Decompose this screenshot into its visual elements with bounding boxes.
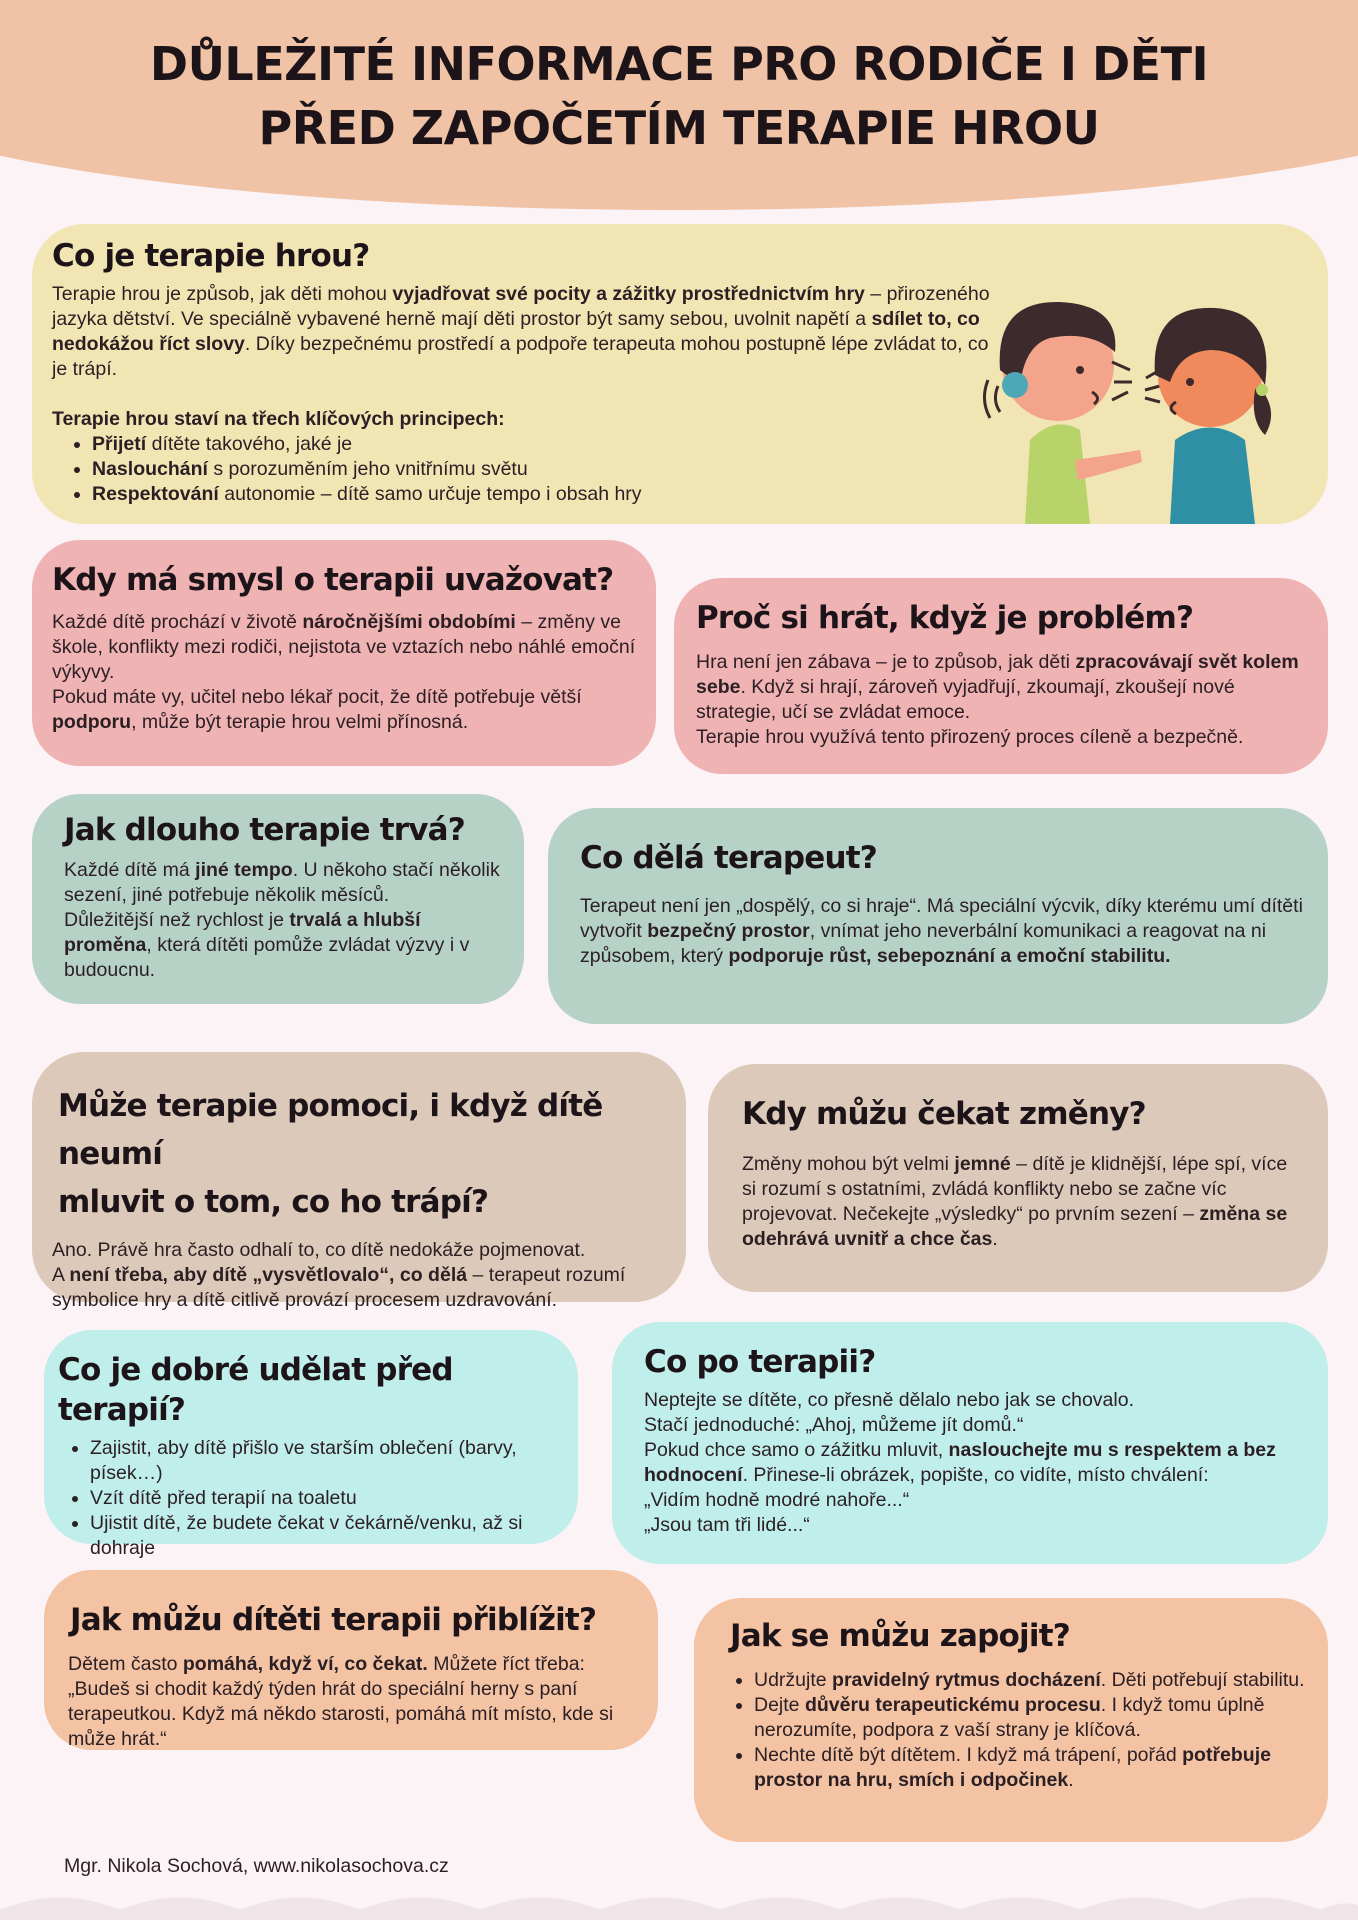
section-heading: Co dělá terapeut?: [580, 840, 877, 876]
section-text: Neptejte se dítěte, co přesně dělalo nebo jak se chovalo. Stačí jednoduché: „Ahoj, můžeme jít domů.“ Pokud chce samo o zážitku mluvit, naslouchejte mu s respektem a bez hodnocení. Přinese-li obrázek, popište, co vidíte, místo chválení: „Vidím hodně modré nahoře...“ „Jsou tam tři lidé...“: [644, 1389, 1276, 1536]
section-text: Změny mohou být velmi jemné – dítě je klidnější, lépe spí, více si rozumí s ostatními, zvládá konflikty nebo se začne víc projevovat. Nečekejte „výsledky“ po prvním sezení – změna se odehrává uvnitř a chce čas.: [742, 1153, 1288, 1250]
list-item: • Naslouchání s porozuměním jeho vnitřnímu světu: [92, 457, 1308, 482]
list-item: • Zajistit, aby dítě přišlo ve starším oblečení (barvy, písek…): [90, 1436, 558, 1486]
principles-heading: Terapie hrou staví na třech klíčových principech:: [52, 408, 505, 430]
list-item: • Ujistit dítě, že budete čekat v čekárně/venku, až si dohraje: [90, 1511, 558, 1561]
before-therapy-list: [52, 1436, 558, 1561]
section-text: Každé dítě prochází v životě náročnějšími obdobími – změny ve škole, konflikty mezi rodiči, nejistota ve vztazích nebo náhlé emoční výkyvy. Pokud máte vy, učitel nebo lékař pocit, že dítě potřebuje větší podporu, může být terapie hrou velmi přínosná.: [52, 611, 636, 733]
footer-author: Mgr. Nikola Sochová, www.nikolasochova.cz: [64, 1855, 449, 1877]
section-heading: Kdy má smysl o terapii uvažovat?: [52, 562, 614, 598]
section-heading: Jak můžu dítěti terapii přiblížit?: [70, 1602, 597, 1638]
section-heading: Jak dlouho terapie trvá?: [64, 812, 465, 848]
bottom-wave-decoration: [0, 1880, 1358, 1920]
list-item: • Udržujte pravidelný rytmus docházení. Děti potřebují stabilitu.: [754, 1668, 1308, 1693]
section-after-therapy: [612, 1322, 1328, 1564]
section-before-therapy: [44, 1330, 578, 1559]
section-text: Každé dítě má jiné tempo. U někoho stačí několik sezení, jiné potřebuje několik měsíců. Důležitější než rychlost je trvalá a hlubší proměna, která dítěti pomůže zvládat výzvy i v budoucnu.: [64, 859, 500, 981]
section-heading: Co je terapie hrou?: [52, 238, 370, 274]
page-title: DŮLEŽITÉ INFORMACE PRO RODIČE I DĚTI PŘED ZAPOČETÍM TERAPIE HROU: [149, 37, 1209, 155]
section-text: Dětem často pomáhá, když ví, co čekat. Můžete říct třeba: „Budeš si chodit každý týden hrát do speciální herny s paní terapeutkou. Když má někdo starosti, pomáhá mít místo, kde si může hrát.“: [68, 1653, 614, 1750]
list-item: • Vzít dítě před terapií na toaletu: [90, 1486, 558, 1511]
section-when-to-consider: [32, 540, 656, 766]
section-text: Terapie hrou je způsob, jak děti mohou vyjadřovat své pocity a zážitky prostřednictvím hry – přirozeného jazyka dětství. Ve speciálně vybavené herně mají děti prostor být samy sebou, uvolnit napětí a sdílet to, co nedokážou říct slovy. Díky bezpečnému prostředí a podpoře terapeuta mohou postupně lépe zvládat to, co je trápí.: [52, 283, 990, 380]
get-involved-list: [712, 1668, 1308, 1793]
section-how-to-get-involved: [694, 1598, 1328, 1842]
section-heading: Proč si hrát, když je problém?: [696, 600, 1194, 636]
section-how-long: [32, 794, 524, 1004]
list-item: • Přijetí dítěte takového, jaké je: [92, 432, 1308, 457]
section-explain-to-child: [44, 1570, 658, 1750]
two-children-talking-illustration: [980, 290, 1280, 524]
section-what-therapist-does: [548, 808, 1328, 1024]
section-heading: Kdy můžu čekat změny?: [742, 1096, 1146, 1132]
list-item: • Nechte dítě být dítětem. I když má trápení, pořád potřebuje prostor na hru, smích i odpočinek.: [754, 1743, 1308, 1793]
list-item: • Respektování autonomie – dítě samo určuje tempo i obsah hry: [92, 482, 1308, 507]
section-heading: Co je dobré udělat před terapií?: [58, 1352, 453, 1428]
section-text: Terapeut není jen „dospělý, co si hraje“. Má speciální výcvik, díky kterému umí dítěti vytvořit bezpečný prostor, vnímat jeho neverbální komunikaci a reagovat na ni způsobem, který podporuje růst, sebepoznání a emoční stabilitu.: [580, 895, 1303, 967]
list-item: • Dejte důvěru terapeutickému procesu. I když tomu úplně nerozumíte, podpora z vaší strany je klíčová.: [754, 1693, 1308, 1743]
section-can-therapy-help: [32, 1052, 686, 1311]
section-heading: Co po terapii?: [644, 1344, 876, 1380]
section-text: Hra není jen zábava – je to způsob, jak děti zpracovávají svět kolem sebe. Když si hrají, zároveň vyjadřují, zkoumají, zkoušejí nové strategie, učí se zvládat emoce. Terapie hrou využívá tento přirozený proces cíleně a bezpečně.: [696, 651, 1299, 748]
section-text: Ano. Právě hra často odhalí to, co dítě nedokáže pojmenovat. A není třeba, aby dítě „vysvětlovalo“, co dělá – terapeut rozumí symbolice hry a dítě citlivě provází procesem uzdravování.: [52, 1239, 626, 1311]
section-when-changes: [708, 1064, 1328, 1292]
section-heading: Může terapie pomoci, i když dítě neumí mluvit o tom, co ho trápí?: [58, 1088, 603, 1220]
section-heading: Jak se můžu zapojit?: [730, 1618, 1070, 1654]
section-why-play: [674, 578, 1328, 774]
